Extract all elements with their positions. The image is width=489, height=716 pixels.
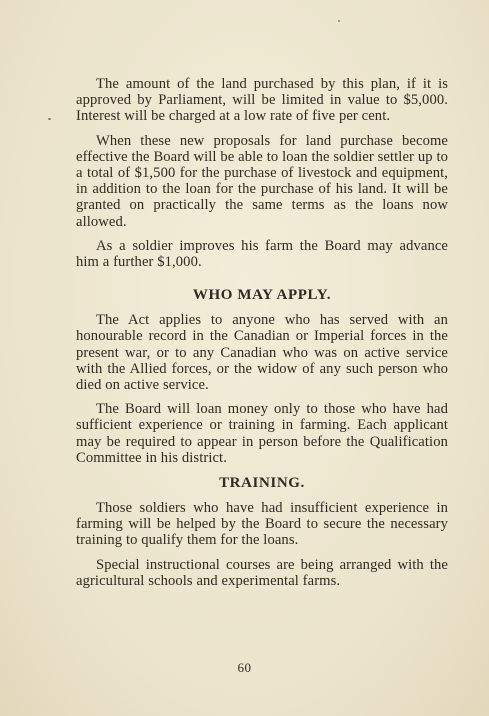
body-paragraph: The Board will loan money only to those who have had sufficient experience or training in farming. Each applicant may be required to appear in person before the Qualification Committee in his district.: [76, 401, 448, 466]
body-paragraph: The amount of the land purchased by this plan, if it is approved by Parliament, will be limited in value to $5,000. Interest will be charged at a low rate of five per cent.: [76, 76, 448, 125]
page-number: 60: [237, 660, 252, 675]
body-paragraph: As a soldier improves his farm the Board may advance him a further $1,000.: [76, 237, 448, 271]
paper-speck: [48, 118, 51, 120]
paper-speck: [338, 20, 340, 22]
body-paragraph: When these new proposals for land purchase become effective the Board will be able to loan the soldier settler up to a total of $1,500 for the purchase of livestock and equipment, in addition to the loan for the purchase of his land. It will be granted on practically the same terms as the loans now allowed.: [76, 132, 448, 230]
page-body: [76, 76, 448, 597]
section-heading-who-may-apply: WHO MAY APPLY.: [192, 287, 332, 304]
body-paragraph: The Act applies to anyone who has served with an honourable record in the Canadian or Imperial forces in the present war, or to any Canadian who was on active service with the Allied forces, or the widow of any such person who died on active service.: [76, 312, 448, 394]
body-paragraph: Special instructional courses are being arranged with the agricultural schools and experimental farms.: [76, 556, 448, 589]
section-heading-training: TRAINING.: [219, 475, 305, 492]
body-paragraph: Those soldiers who have had insufficient experience in farming will be helped by the Board to secure the necessary training to qualify them for the loans.: [76, 500, 448, 549]
